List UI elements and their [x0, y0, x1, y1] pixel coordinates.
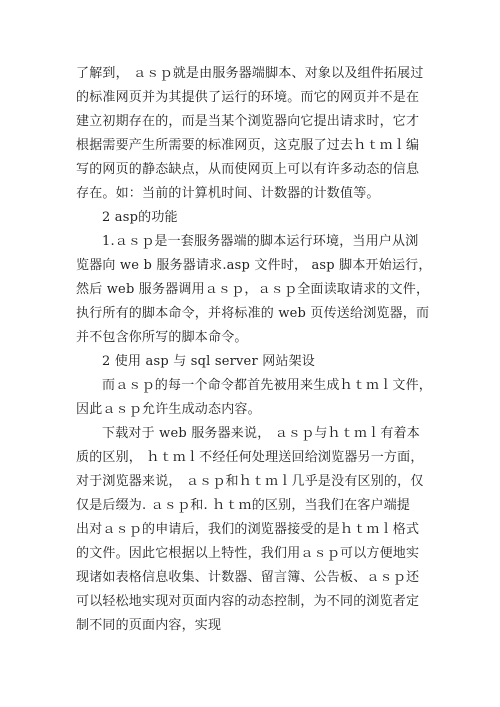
text-line: 出对ａｓｐ的申请后，我们的浏览器接受的是ｈｔｍｌ格式: [76, 522, 420, 537]
text-line: 根据需要产生所需要的标准网页，这克服了过去ｈｔｍｌ编: [76, 138, 420, 153]
text-line: 的文件。因此它根据以上特性，我们用ａｓｐ可以方便地实: [76, 546, 420, 561]
text-line: 制不同的页面内容，实现: [76, 618, 222, 633]
section-heading: 2 使用 asp 与 sql server 网站架设: [102, 354, 315, 369]
text-line: 了解到， ａｓｐ就是由服务器端脚本、对象以及组件拓展过: [76, 66, 424, 81]
text-line: 的标准网页并为其提供了运行的环境。而它的网页并不是在: [76, 90, 420, 105]
text-line: 执行所有的脚本命令，并将标准的 web 页传送给浏览器，而: [76, 306, 430, 321]
text-line: 下载对于 web 服务器来说， ａｓｐ与ｈｔｍｌ有着本: [102, 426, 420, 441]
text-line: 存在。如：当前的计算机时间、计数器的计数值等。: [76, 186, 380, 201]
text-line: 而ａｓｐ的每一个命令都首先被用来生成ｈｔｍｌ文件，: [102, 378, 433, 393]
text-line: 览器向 we b 服务器请求.asp 文件时， asp 脚本开始运行，: [76, 258, 432, 273]
text-line: 1.ａｓｐ是一套服务器端的脚本运行环境，当用户从浏: [102, 234, 419, 249]
text-line: 写的网页的静态缺点，从而使网页上可以有许多动态的信息: [76, 162, 420, 177]
section-heading: 2 asp的功能: [102, 210, 178, 225]
text-line: 然后 web 服务器调用ａｓｐ，ａｓｐ全面读取请求的文件，: [76, 282, 430, 297]
text-line: 建立初期存在的，而是当某个浏览器向它提出请求时，它才: [76, 114, 420, 129]
text-line: 因此ａｓｐ允许生成动态内容。: [76, 402, 261, 417]
text-line: 可以轻松地实现对页面内容的动态控制，为不同的浏览者定: [76, 594, 420, 609]
text-line: 并不包含你所写的脚本命令。: [76, 330, 248, 345]
text-line: 仅是后缀为. ａｓｐ和. ｈｔｍ的区别，当我们在客户端提: [76, 498, 411, 513]
text-line: 对于浏览器来说， ａｓｐ和ｈｔｍｌ几乎是没有区别的，仅: [76, 474, 424, 489]
text-line: 质的区别， ｈｔｍｌ不经任何处理送回给浏览器另一方面，: [76, 450, 424, 465]
text-line: 现诸如表格信息收集、计数器、留言簿、公告板、ａｓｐ还: [76, 570, 420, 585]
